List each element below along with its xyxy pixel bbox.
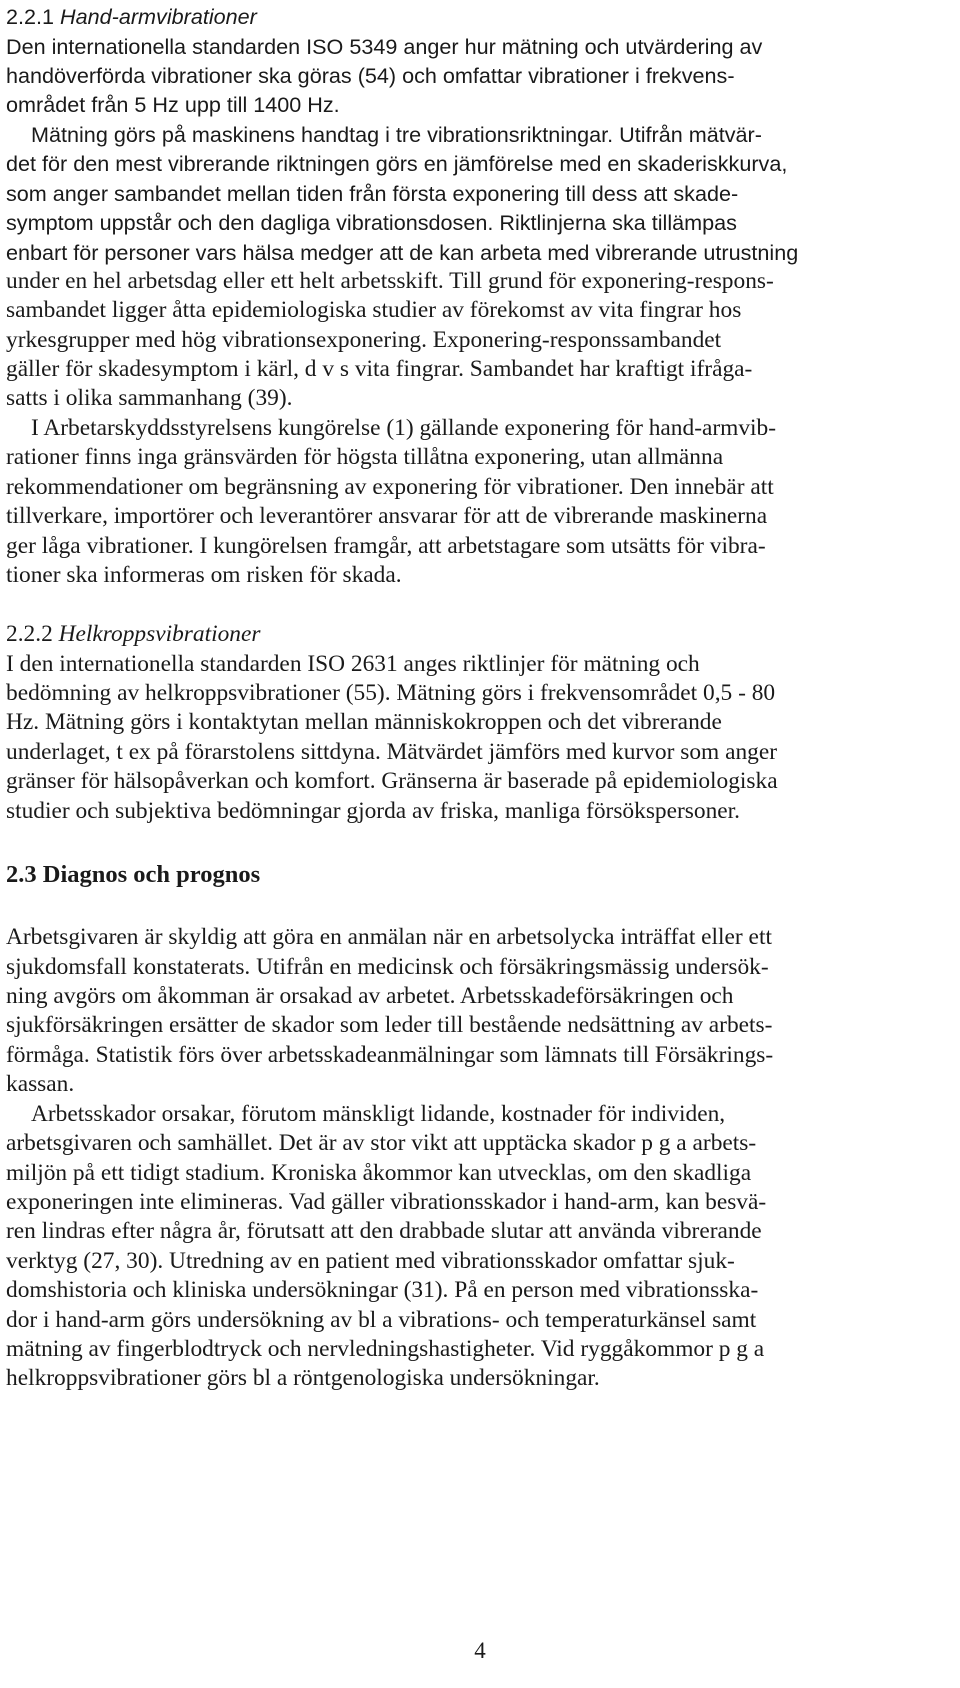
- text-line: ning avgörs om åkomman är orsakad av arbetet. Arbetsskadeförsäkringen och: [6, 983, 734, 1009]
- text-line: studier och subjektiva bedömningar gjorda av friska, manliga försökspersoner.: [6, 798, 741, 824]
- text-line: Hz. Mätning görs i kontaktytan mellan människokroppen och det vibrerande: [6, 709, 722, 735]
- text-line: tioner ska informeras om risken för skada.: [6, 562, 402, 588]
- text-line: helkroppsvibrationer görs bl a röntgenologiska undersökningar.: [6, 1365, 600, 1391]
- section-2-2-2-heading: [6, 620, 260, 649]
- text-line: miljön på ett tidigt stadium. Kroniska åkommor kan utvecklas, om den skadliga: [6, 1160, 752, 1186]
- section-number: 2.2.1: [6, 4, 55, 29]
- text-line: som anger sambandet mellan tiden från första exponering till dess att skade-: [6, 181, 739, 206]
- text-line: domshistoria och kliniska undersökningar (31). På en person med vibrationsska-: [6, 1277, 759, 1303]
- text-line: rationer finns inga gränsvärden för högsta tillåtna exponering, utan allmänna: [6, 444, 724, 470]
- text-line: sjukdomsfall konstaterats. Utifrån en medicinsk och försäkringsmässig undersök-: [6, 954, 769, 980]
- section-2-2-1-heading: [6, 2, 257, 31]
- text-line: under en hel arbetsdag eller ett helt arbetsskift. Till grund för exponering-respons-: [6, 268, 774, 294]
- section-title: Helkroppsvibrationer: [58, 621, 261, 647]
- text-line: förmåga. Statistik förs över arbetsskadeanmälningar som lämnats till Försäkrings-: [6, 1042, 774, 1068]
- text-line: sjukförsäkringen ersätter de skador som leder till bestående nedsättning av arbets-: [6, 1012, 773, 1038]
- text-line: ren lindras efter några år, förutsatt att den drabbade slutar att använda vibrerande: [6, 1218, 762, 1244]
- text-line: gäller för skadesymptom i kärl, d v s vita fingrar. Sambandet har kraftigt ifråga-: [6, 356, 753, 382]
- page-number: 4: [474, 1638, 486, 1663]
- text-line: exponeringen inte elimineras. Vad gäller vibrationsskador i hand-arm, kan besvä-: [6, 1189, 767, 1215]
- text-line: bedömning av helkroppsvibrationer (55). Mätning görs i frekvensområdet 0,5 - 80: [6, 680, 776, 706]
- section-title: Hand-armvibrationer: [60, 4, 257, 29]
- text-line: Arbetsgivaren är skyldig att göra en anmälan när en arbetsolycka inträffat eller ett: [6, 924, 772, 950]
- text-line: Den internationella standarden ISO 5349 anger hur mätning och utvärdering av: [6, 34, 763, 59]
- text-line: yrkesgrupper med hög vibrationsexponering. Exponering-responssambandet: [6, 327, 722, 353]
- section-2-3-heading: 2.3 Diagnos och prognos: [6, 861, 261, 888]
- text-line: sambandet ligger åtta epidemiologiska studier av förekomst av vita fingrar hos: [6, 297, 742, 323]
- text-line: gränser för hälsopåverkan och komfort. Gränserna är baserade på epidemiologiska: [6, 768, 778, 794]
- text-line: symptom uppstår och den dagliga vibrationsdosen. Riktlinjerna ska tillämpas: [6, 210, 737, 235]
- text-line: I den internationella standarden ISO 2631 anges riktlinjer för mätning och: [6, 651, 700, 677]
- text-line: Arbetsskador orsakar, förutom mänskligt lidande, kostnader för individen,: [31, 1101, 726, 1127]
- text-line: området från 5 Hz upp till 1400 Hz.: [6, 92, 340, 117]
- text-line: verktyg (27, 30). Utredning av en patient med vibrationsskador omfattar sjuk-: [6, 1248, 735, 1274]
- text-line: mätning av fingerblodtryck och nervledningshastigheter. Vid ryggåkommor p g a: [6, 1336, 765, 1362]
- text-line: rekommendationer om begränsning av exponering för vibrationer. Den innebär att: [6, 474, 774, 500]
- text-line: dor i hand-arm görs undersökning av bl a vibrations- och temperaturkänsel samt: [6, 1307, 757, 1333]
- text-line: det för den mest vibrerande riktningen görs en jämförelse med en skaderiskkurva,: [6, 151, 788, 176]
- text-line: arbetsgivaren och samhället. Det är av stor vikt att upptäcka skador p g a arbets-: [6, 1130, 757, 1156]
- text-line: I Arbetarskyddsstyrelsens kungörelse (1) gällande exponering för hand-armvib-: [31, 415, 777, 441]
- text-line: tillverkare, importörer och leverantörer ansvarar för att de vibrerande maskinerna: [6, 503, 768, 529]
- text-line: Mätning görs på maskinens handtag i tre vibrationsriktningar. Utifrån mätvär-: [31, 122, 762, 147]
- section-number: 2.2.2: [6, 621, 53, 647]
- text-line: underlaget, t ex på förarstolens sittdyna. Mätvärdet jämförs med kurvor som anger: [6, 739, 778, 765]
- text-line: handöverförda vibrationer ska göras (54) och omfattar vibrationer i frekvens-: [6, 63, 735, 88]
- text-line: kassan.: [6, 1071, 75, 1097]
- text-line: enbart för personer vars hälsa medger att de kan arbeta med vibrerande utrustning: [6, 240, 799, 265]
- text-line: ger låga vibrationer. I kungörelsen framgår, att arbetstagare som utsätts för vibra-: [6, 533, 766, 559]
- text-line: satts i olika sammanhang (39).: [6, 385, 293, 411]
